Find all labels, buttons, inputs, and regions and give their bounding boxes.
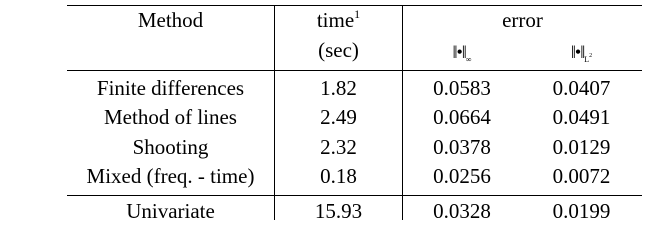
row-1-time: 1.82 [320, 76, 357, 100]
row-4-method: Mixed (freq. - time) [86, 164, 255, 188]
row-1-method: Finite differences [96, 76, 245, 100]
row-3-err-inf: 0.0378 [433, 135, 491, 159]
header-time-label: time [316, 8, 355, 32]
row-2-method: Method of lines [104, 105, 237, 129]
header-time-unit [275, 38, 402, 62]
row-4-err-l2: 0.0072 [552, 164, 611, 188]
row-4-err-inf: 0.0256 [433, 164, 491, 188]
summary-time: 15.93 [314, 199, 363, 223]
norm-bars-inf: ‖•‖ [452, 42, 466, 62]
summary-err-l2: 0.0199 [552, 199, 611, 223]
row-3-method: Shooting [132, 135, 209, 159]
row-4-time: 0.18 [320, 164, 357, 188]
row-3-time: 2.32 [320, 135, 357, 159]
header-error [403, 8, 642, 32]
header-error-label: error [502, 8, 543, 32]
norm-inf-subscript: ∞ [465, 55, 472, 64]
summary-err-inf: 0.0328 [433, 199, 491, 223]
row-2-time: 2.49 [320, 105, 357, 129]
header-method-label: Method [137, 8, 204, 32]
norm-l2-letter: L [584, 55, 590, 64]
header-norm-inf [403, 40, 521, 72]
row-1-err-inf: 0.0583 [433, 76, 491, 100]
header-method [67, 8, 274, 32]
header-time [275, 8, 402, 32]
top-rule [67, 5, 642, 6]
norm-l2-subscript [584, 55, 592, 64]
summary-rule [67, 195, 642, 196]
time-footnote-marker: 1 [354, 7, 361, 21]
row-2-err-inf: 0.0664 [433, 105, 491, 129]
row-2-err-l2: 0.0491 [552, 105, 611, 129]
summary-method: Univariate [126, 199, 215, 223]
header-norm-l2 [521, 40, 642, 72]
row-3-err-l2: 0.0129 [552, 135, 611, 159]
norm-l2-exponent: 2 [589, 53, 593, 59]
header-time-unit-label: (sec) [318, 38, 359, 62]
row-1-err-l2: 0.0407 [552, 76, 611, 100]
norm-bars-l2: ‖•‖ [570, 42, 585, 62]
